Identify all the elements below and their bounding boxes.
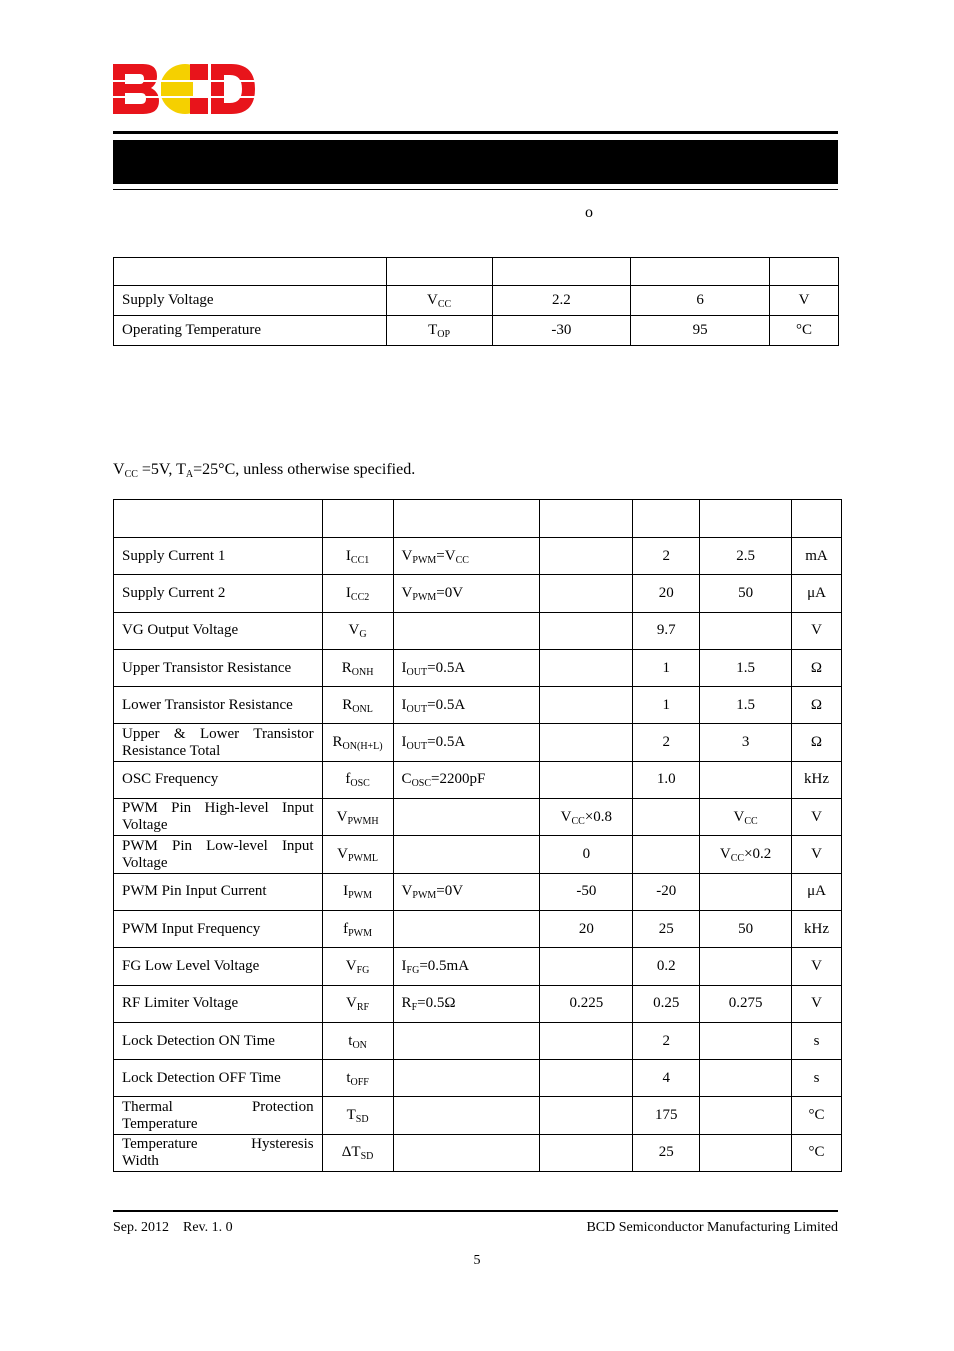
param-cell: Temperature Hysteresis Width	[114, 1134, 323, 1171]
min-cell	[540, 612, 633, 649]
header-underline	[113, 189, 838, 190]
header-cell	[393, 500, 540, 538]
symbol-cell: $V_{PWMH}$	[322, 799, 393, 836]
bcd-logo	[113, 64, 255, 114]
min-cell: $V_{CC}\times 0.8$	[540, 799, 633, 836]
table-header-row	[114, 500, 842, 538]
table-row	[114, 910, 842, 947]
table-row	[114, 985, 842, 1022]
logo-letter-c	[160, 64, 210, 114]
param-cell: FG Low Level Voltage	[114, 948, 323, 985]
header-cell	[631, 258, 770, 286]
min-cell	[540, 687, 633, 724]
param-cell: Upper Transistor Resistance	[114, 649, 323, 686]
unit-cell: kHz	[792, 761, 842, 798]
max-cell: 1.5	[700, 687, 792, 724]
param-cell: Operating Temperature	[114, 316, 387, 346]
condition-cell: $V_{PWM}=V_{CC}$	[393, 538, 540, 575]
typ-cell: 1	[633, 649, 700, 686]
min-cell	[540, 761, 633, 798]
max-cell	[700, 761, 792, 798]
typ-cell: 175	[633, 1097, 700, 1134]
condition-cell	[393, 1022, 540, 1059]
min-cell: 20	[540, 910, 633, 947]
max-cell	[700, 1022, 792, 1059]
condition-cell	[393, 910, 540, 947]
typ-cell	[633, 836, 700, 873]
max-cell	[700, 1134, 792, 1171]
header-cell	[770, 258, 839, 286]
max-cell: 95	[631, 316, 770, 346]
max-cell	[700, 873, 792, 910]
symbol-cell: $f_{OSC}$	[322, 761, 393, 798]
typ-cell: 25	[633, 1134, 700, 1171]
header-cell	[700, 500, 792, 538]
param-cell: Thermal Protection Temperature	[114, 1097, 323, 1134]
unit-cell: mA	[792, 538, 842, 575]
max-cell: 3	[700, 724, 792, 761]
condition-cell	[393, 799, 540, 836]
unit-cell: V	[792, 836, 842, 873]
typ-cell: -20	[633, 873, 700, 910]
min-cell	[540, 1097, 633, 1134]
max-cell: $V_{CC}\times 0.2$	[700, 836, 792, 873]
symbol-cell: $R_{ONL}$	[322, 687, 393, 724]
symbol-cell: $t_{OFF}$	[322, 1060, 393, 1097]
condition-cell	[393, 612, 540, 649]
table-row	[114, 575, 842, 612]
max-cell	[700, 1097, 792, 1134]
unit-cell: kHz	[792, 910, 842, 947]
symbol-cell: $V_{RF}$	[322, 985, 393, 1022]
header-cell	[792, 500, 842, 538]
condition-cell	[393, 1134, 540, 1171]
table-row	[114, 1097, 842, 1134]
max-cell	[700, 948, 792, 985]
min-cell	[540, 538, 633, 575]
table-row	[114, 799, 842, 836]
header-cell	[114, 258, 387, 286]
max-cell	[700, 612, 792, 649]
condition-cell: $V_{PWM}=0V$	[393, 575, 540, 612]
header-cell	[633, 500, 700, 538]
table-header-row	[114, 258, 839, 286]
symbol-cell: $V_G$	[322, 612, 393, 649]
param-cell: RF Limiter Voltage	[114, 985, 323, 1022]
symbol-cell: $V_{CC}$	[386, 286, 492, 316]
condition-cell: $C_{OSC}=2200pF$	[393, 761, 540, 798]
page-number: 5	[473, 1253, 481, 1268]
footer-rule	[113, 1210, 838, 1212]
table-row	[114, 873, 842, 910]
symbol-cell: $T_{SD}$	[322, 1097, 393, 1134]
min-cell	[540, 1022, 633, 1059]
param-cell: PWM Pin Input Current	[114, 873, 323, 910]
logo-letter-b	[113, 64, 159, 114]
table-row	[114, 687, 842, 724]
header-cell	[386, 258, 492, 286]
min-cell: 0	[540, 836, 633, 873]
condition-cell: $I_{FG}=0.5mA$	[393, 948, 540, 985]
condition-cell: $I_{OUT}=0.5A$	[393, 649, 540, 686]
footer-company: BCD Semiconductor Manufacturing Limited	[586, 1220, 838, 1235]
header-cell	[492, 258, 631, 286]
unit-cell: s	[792, 1060, 842, 1097]
max-cell: $V_{CC}$	[700, 799, 792, 836]
table-row	[114, 1134, 842, 1171]
unit-cell: V	[770, 286, 839, 316]
param-cell: Lock Detection OFF Time	[114, 1060, 323, 1097]
symbol-cell: $t_{ON}$	[322, 1022, 393, 1059]
param-cell: Lower Transistor Resistance	[114, 687, 323, 724]
min-cell	[540, 1060, 633, 1097]
typ-cell	[633, 799, 700, 836]
test-conditions: $V_{CC} =5V$, $T_A=25^\circ C$, unless otherwise specified.	[113, 461, 416, 480]
unit-cell: °C	[792, 1097, 842, 1134]
table-row	[114, 286, 839, 316]
table-row	[114, 724, 842, 761]
typ-cell: 4	[633, 1060, 700, 1097]
unit-cell: Ω	[792, 687, 842, 724]
condition-cell: $V_{PWM}=0V$	[393, 873, 540, 910]
condition-cell	[393, 1060, 540, 1097]
unit-cell: V	[792, 612, 842, 649]
min-cell	[540, 649, 633, 686]
typ-cell: 2	[633, 1022, 700, 1059]
unit-cell: V	[792, 985, 842, 1022]
condition-cell: $I_{OUT}=0.5A$	[393, 724, 540, 761]
table-row	[114, 316, 839, 346]
symbol-cell: $R_{ON(H+L)}$	[322, 724, 393, 761]
table-row	[114, 612, 842, 649]
typ-cell: 2	[633, 538, 700, 575]
unit-cell: Ω	[792, 724, 842, 761]
symbol-cell: $\Delta T_{SD}$	[322, 1134, 393, 1171]
typ-cell: 2	[633, 724, 700, 761]
table-row	[114, 761, 842, 798]
unit-cell: V	[792, 799, 842, 836]
symbol-cell: $I_{CC1}$	[322, 538, 393, 575]
header-band	[113, 140, 838, 184]
unit-cell: °C	[792, 1134, 842, 1171]
param-cell: OSC Frequency	[114, 761, 323, 798]
degree-mark: o	[585, 204, 593, 221]
min-cell: -30	[492, 316, 631, 346]
symbol-cell: $I_{PWM}$	[322, 873, 393, 910]
param-cell: Supply Voltage	[114, 286, 387, 316]
symbol-cell: $V_{FG}$	[322, 948, 393, 985]
typ-cell: 0.2	[633, 948, 700, 985]
symbol-cell: $R_{ONH}$	[322, 649, 393, 686]
min-cell	[540, 1134, 633, 1171]
unit-cell: °C	[770, 316, 839, 346]
param-cell: PWM Input Frequency	[114, 910, 323, 947]
header-rule	[113, 131, 838, 134]
typ-cell: 20	[633, 575, 700, 612]
max-cell: 50	[700, 575, 792, 612]
header-cell	[322, 500, 393, 538]
condition-cell	[393, 836, 540, 873]
param-cell: Lock Detection ON Time	[114, 1022, 323, 1059]
param-cell: VG Output Voltage	[114, 612, 323, 649]
typ-cell: 1	[633, 687, 700, 724]
header-cell	[114, 500, 323, 538]
electrical-characteristics-table	[113, 499, 842, 1172]
table-row	[114, 948, 842, 985]
symbol-cell: $V_{PWML}$	[322, 836, 393, 873]
unit-cell: μA	[792, 873, 842, 910]
param-cell: Upper & Lower Transistor Resistance Total	[114, 724, 323, 761]
max-cell	[700, 1060, 792, 1097]
param-cell: Supply Current 2	[114, 575, 323, 612]
unit-cell: s	[792, 1022, 842, 1059]
param-cell: Supply Current 1	[114, 538, 323, 575]
typ-cell: 9.7	[633, 612, 700, 649]
min-cell: 0.225	[540, 985, 633, 1022]
condition-cell: $I_{OUT}=0.5A$	[393, 687, 540, 724]
symbol-cell: $f_{PWM}$	[322, 910, 393, 947]
max-cell: 50	[700, 910, 792, 947]
table-row	[114, 538, 842, 575]
footer-date-revision: Sep. 2012 Rev. 1. 0	[113, 1220, 233, 1235]
symbol-cell: $T_{OP}$	[386, 316, 492, 346]
table-row	[114, 1022, 842, 1059]
max-cell: 0.275	[700, 985, 792, 1022]
table-row	[114, 649, 842, 686]
max-cell: 1.5	[700, 649, 792, 686]
condition-cell	[393, 1097, 540, 1134]
unit-cell: V	[792, 948, 842, 985]
operating-conditions-table	[113, 257, 839, 346]
symbol-cell: $I_{CC2}$	[322, 575, 393, 612]
min-cell	[540, 948, 633, 985]
max-cell: 6	[631, 286, 770, 316]
condition-cell: $R_F=0.5\Omega$	[393, 985, 540, 1022]
param-cell: PWM Pin High-level Input Voltage	[114, 799, 323, 836]
min-cell: 2.2	[492, 286, 631, 316]
typ-cell: 1.0	[633, 761, 700, 798]
unit-cell: Ω	[792, 649, 842, 686]
logo-letter-d	[211, 64, 255, 114]
max-cell: 2.5	[700, 538, 792, 575]
min-cell: -50	[540, 873, 633, 910]
min-cell	[540, 724, 633, 761]
min-cell	[540, 575, 633, 612]
typ-cell: 0.25	[633, 985, 700, 1022]
typ-cell: 25	[633, 910, 700, 947]
header-cell	[540, 500, 633, 538]
table-row	[114, 1060, 842, 1097]
unit-cell: μA	[792, 575, 842, 612]
table-row	[114, 836, 842, 873]
param-cell: PWM Pin Low-level Input Voltage	[114, 836, 323, 873]
